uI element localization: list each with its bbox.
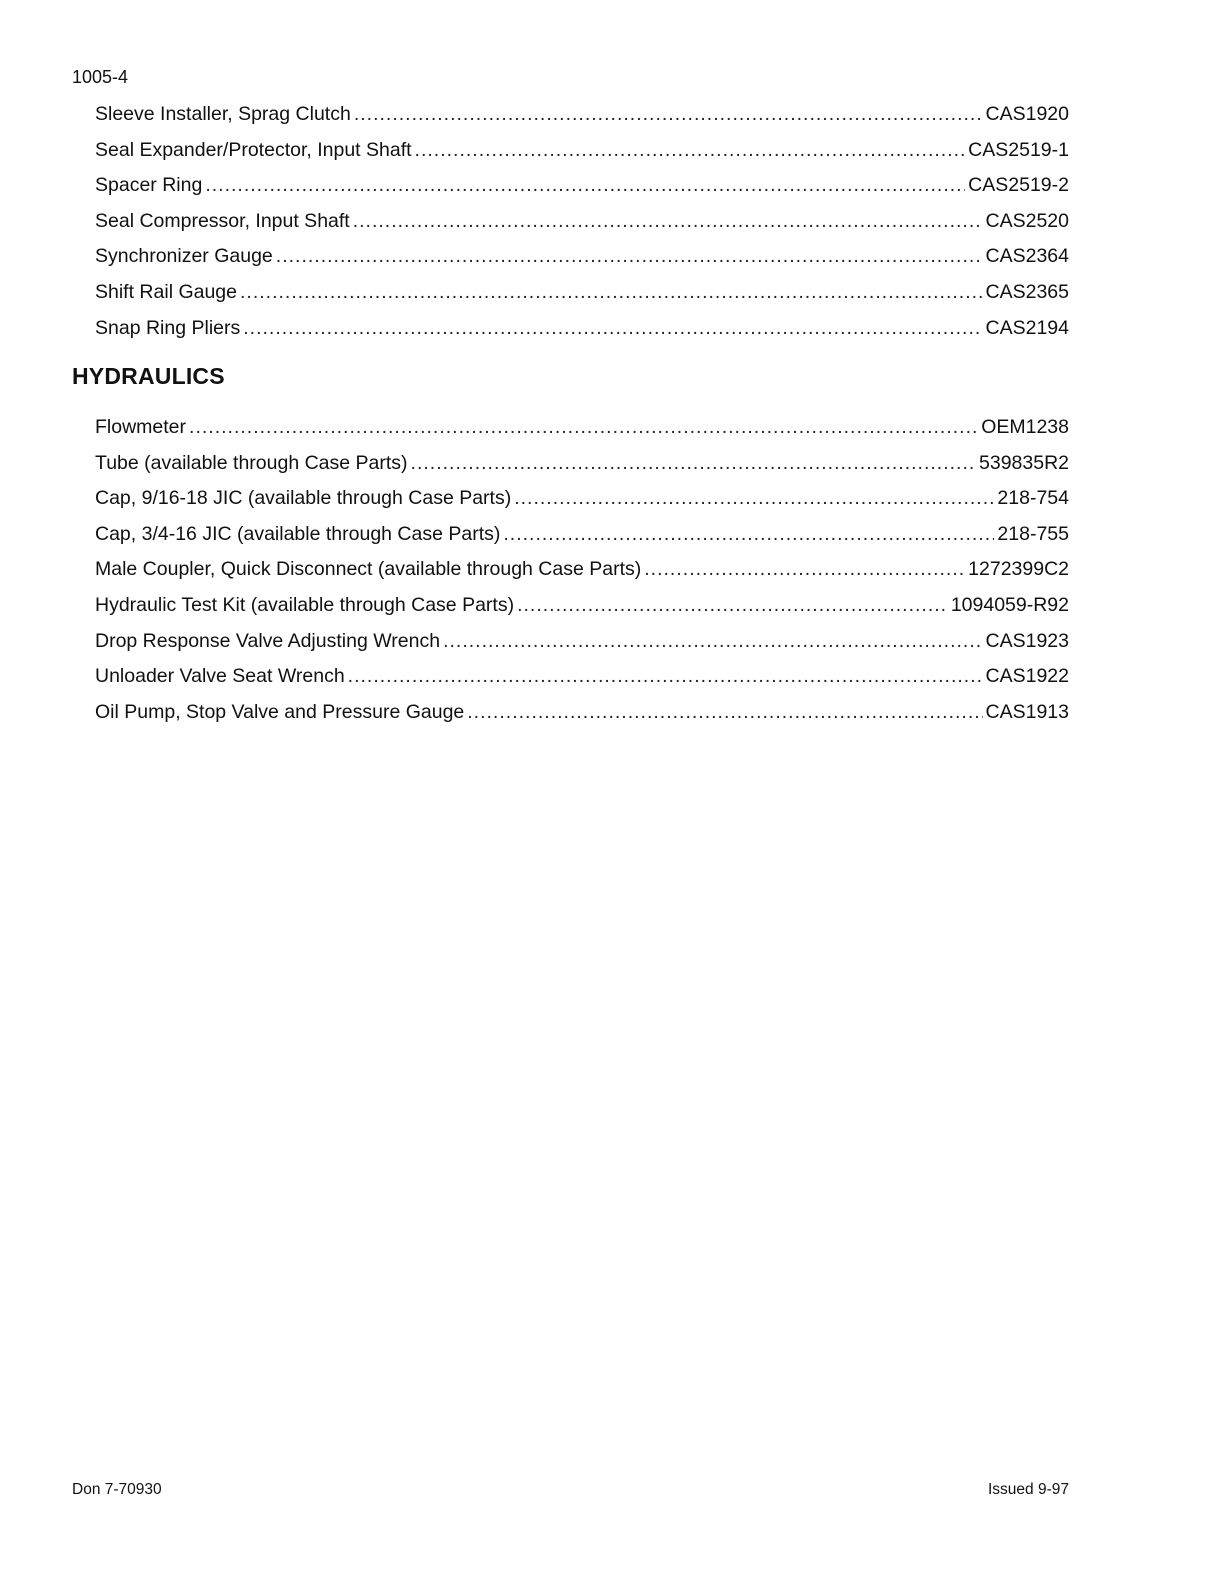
dot-leader xyxy=(467,700,982,724)
list-item xyxy=(95,593,1069,629)
dot-leader xyxy=(353,209,983,233)
part-number: 1272399C2 xyxy=(968,558,1069,581)
dot-leader xyxy=(503,522,994,546)
list-item xyxy=(95,316,1069,352)
list-item xyxy=(95,209,1069,245)
dot-leader xyxy=(189,415,978,439)
tool-name: Seal Compressor, Input Shaft xyxy=(95,209,350,232)
list-item xyxy=(95,415,1069,451)
part-number: CAS1920 xyxy=(985,103,1069,125)
list-item xyxy=(95,522,1069,558)
part-number: 218-754 xyxy=(997,487,1069,510)
part-number: CAS2365 xyxy=(985,280,1069,303)
part-number: CAS2519-1 xyxy=(968,138,1069,161)
dot-leader xyxy=(411,451,976,475)
part-number: CAS2364 xyxy=(985,245,1069,268)
list-item xyxy=(95,664,1069,700)
tool-name: Flowmeter xyxy=(95,416,187,438)
page-number: 1005-4 xyxy=(72,67,129,87)
list-item xyxy=(95,244,1069,280)
tool-name: Tube (available through Case Parts) xyxy=(95,451,408,474)
tools-list-continued xyxy=(95,102,1069,351)
part-number: CAS1922 xyxy=(985,665,1069,688)
list-item xyxy=(95,451,1069,487)
list-item xyxy=(95,486,1069,522)
part-number: CAS2520 xyxy=(985,209,1069,232)
tool-name: Oil Pump, Stop Valve and Pressure Gauge xyxy=(95,700,465,723)
list-item xyxy=(95,102,1069,138)
tool-name: Shift Rail Gauge xyxy=(95,280,237,303)
footer-issue-date: Issued 9-97 xyxy=(988,1481,1069,1498)
tool-name: Male Coupler, Quick Disconnect (available through Case Parts) xyxy=(95,558,642,581)
tool-name: Unloader Valve Seat Wrench xyxy=(95,665,345,688)
list-item xyxy=(95,557,1069,593)
hydraulics-tools-list xyxy=(95,415,1069,735)
dot-leader xyxy=(443,629,982,653)
list-item xyxy=(95,629,1069,665)
part-number: 218-755 xyxy=(997,522,1069,545)
part-number: 1094059-R92 xyxy=(950,593,1069,616)
part-number: OEM1238 xyxy=(981,416,1069,438)
dot-leader xyxy=(644,557,965,581)
tool-name: Sleeve Installer, Sprag Clutch xyxy=(95,103,351,125)
dot-leader xyxy=(205,173,965,197)
tool-name: Spacer Ring xyxy=(95,174,203,197)
tool-name: Cap, 3/4-16 JIC (available through Case Parts) xyxy=(95,522,501,545)
part-number: CAS2194 xyxy=(985,316,1069,339)
part-number: CAS1923 xyxy=(985,629,1069,652)
tool-name: Cap, 9/16-18 JIC (available through Case Parts) xyxy=(95,487,512,510)
section-heading-hydraulics: HYDRAULICS xyxy=(72,363,225,389)
tool-name: Snap Ring Pliers xyxy=(95,316,241,339)
dot-leader xyxy=(276,244,983,268)
tool-name: Seal Expander/Protector, Input Shaft xyxy=(95,138,412,161)
dot-leader xyxy=(514,486,994,510)
part-number: 539835R2 xyxy=(979,451,1069,474)
dot-leader xyxy=(348,664,983,688)
part-number: CAS2519-2 xyxy=(968,174,1069,197)
dot-leader xyxy=(415,138,966,162)
part-number: CAS1913 xyxy=(985,700,1069,723)
dot-leader xyxy=(243,316,982,340)
footer-document-number: Don 7-70930 xyxy=(72,1481,162,1498)
tool-name: Synchronizer Gauge xyxy=(95,245,273,268)
dot-leader xyxy=(240,280,983,304)
tool-name: Hydraulic Test Kit (available through Case Parts) xyxy=(95,593,515,616)
list-item xyxy=(95,138,1069,174)
dot-leader xyxy=(354,102,983,126)
list-item xyxy=(95,280,1069,316)
list-item xyxy=(95,173,1069,209)
dot-leader xyxy=(517,593,948,617)
list-item xyxy=(95,700,1069,736)
tool-name: Drop Response Valve Adjusting Wrench xyxy=(95,629,441,652)
